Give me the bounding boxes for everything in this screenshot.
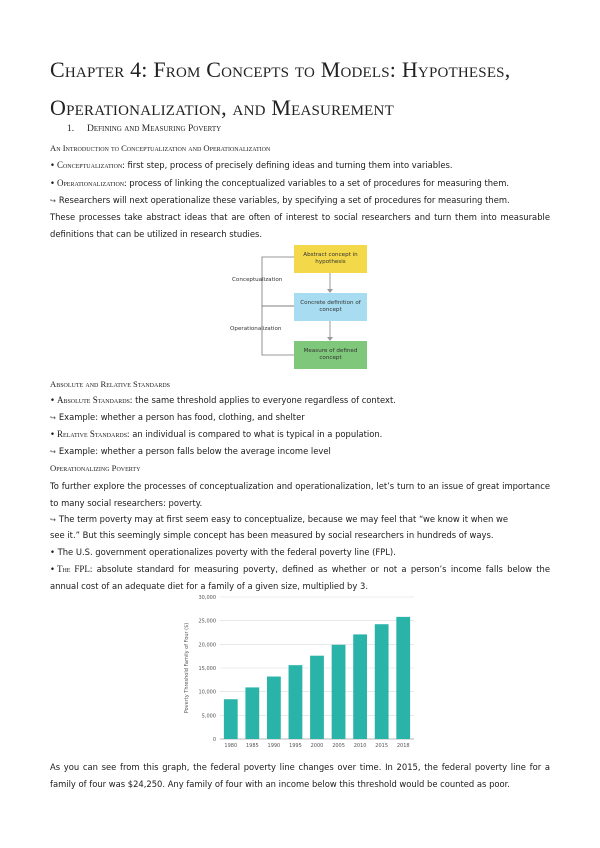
section-title: Defining and Measuring Poverty — [87, 124, 222, 134]
section-number: 1. — [67, 124, 75, 134]
x-tick-label: 2010 — [353, 743, 367, 749]
intro-paragraph: These processes take abstract ideas that are often of interest to social researchers and turn them into measurable definitions that can be utilized in research studies. — [50, 212, 550, 239]
x-tick-label: 1985 — [245, 743, 259, 749]
operationalization-label: Operationalization — [230, 326, 282, 332]
relative-standards-line: • Relative Standards: an individual is compared to what is typical in a population. — [50, 429, 383, 439]
arrow-icon: ↪ — [50, 197, 56, 205]
bar — [396, 617, 410, 739]
operationalization-term: Operationalization: — [56, 178, 127, 188]
x-tick-label: 1990 — [267, 743, 281, 749]
researchers-line: ↪ Researchers will next operationalize these variables, by specifying a set of procedures for measuring them. — [50, 195, 510, 205]
standards-heading: Absolute and Relative Standards — [50, 379, 171, 389]
concrete-definition-box: Concrete definition of concept — [294, 293, 367, 321]
poverty-concept-line: ↪ The term poverty may at first seem easy to conceptualize, because we may feel that “we know it when we — [50, 514, 508, 524]
operationalization-line: • Operationalization: process of linking the conceptualized variables to a set of procedures for measuring them. — [50, 178, 510, 188]
conceptualization-term: Conceptualization: — [56, 160, 125, 170]
fpl-definition: • The FPL: absolute standard for measuring poverty, defined as whether or not a person’s income falls below the annual cost of an adequate diet for a family of a given size, multiplied by 3. — [50, 564, 550, 591]
relative-term: Relative Standards: — [56, 429, 130, 439]
chapter-title: Chapter 4: From Concepts to Models: Hypotheses, Operationalization, and Measurement — [50, 57, 511, 120]
poverty-heading: Operationalizing Poverty — [50, 463, 141, 473]
conceptualization-label: Conceptualization — [232, 277, 283, 283]
y-tick-label: 30,000 — [198, 595, 216, 601]
bar — [310, 656, 324, 739]
x-tick-label: 2000 — [310, 743, 324, 749]
y-tick-label: 20,000 — [198, 642, 216, 649]
conclusion-paragraph: As you can see from this graph, the federal poverty line changes over time. In 2015, the federal poverty line for a family of four was $24,250. Any family of four with an income below this threshold would be counted as poor. — [50, 762, 550, 789]
conceptualization-line: • Conceptualization: first step, process of precisely defining ideas and turning them into variables. — [50, 160, 453, 170]
y-tick-label: 10,000 — [198, 689, 216, 696]
arrow-icon: ↪ — [50, 448, 56, 456]
x-tick-label: 1980 — [224, 743, 238, 749]
x-tick-label: 2018 — [396, 743, 410, 749]
bar — [353, 634, 367, 739]
y-tick-label: 25,000 — [198, 618, 216, 625]
x-tick-label: 2015 — [375, 743, 389, 749]
y-axis-label: Poverty Threshold Family of Four ($) — [184, 622, 190, 714]
y-tick-label: 5,000 — [201, 713, 216, 720]
relative-example-line: ↪ Example: whether a person falls below the average income level — [50, 446, 331, 456]
bar — [375, 624, 389, 739]
fpl-line: • The U.S. government operationalizes poverty with the federal poverty line (FPL). — [50, 547, 396, 557]
x-tick-label: 2005 — [332, 743, 345, 749]
poverty-concept-line-2: see it.” But this seemingly simple concept has been measured by social researchers in hundreds of ways. — [50, 530, 494, 540]
absolute-example-line: ↪ Example: whether a person has food, clothing, and shelter — [50, 412, 305, 422]
y-tick-label: 15,000 — [198, 666, 216, 672]
absolute-standards-line: • Absolute Standards: the same threshold applies to everyone regardless of context. — [50, 395, 396, 405]
bar — [267, 677, 281, 739]
intro-heading: An Introduction to Conceptualization and Operationalization — [50, 143, 271, 153]
bar — [289, 665, 303, 739]
y-tick-label: 0 — [212, 737, 216, 743]
x-tick-label: 1995 — [289, 743, 302, 749]
arrow-icon: ↪ — [50, 516, 56, 524]
arrow-icon: ↪ — [50, 414, 56, 422]
abstract-concept-box: Abstract concept in hypothesis — [294, 245, 367, 273]
poverty-line-chart — [168, 589, 428, 754]
poverty-paragraph: To further explore the processes of conceptualization and operationalization, let’s turn to an issue of great importance to many social researchers: poverty. — [50, 481, 550, 508]
bar — [224, 699, 238, 739]
absolute-term: Absolute Standards: — [56, 395, 133, 405]
bar — [245, 687, 259, 739]
section-heading — [67, 124, 221, 134]
concept-diagram — [228, 243, 388, 371]
measure-box: Measure of defined concept — [294, 341, 367, 369]
fpl-term: The FPL: — [56, 564, 93, 574]
chart-svg — [168, 589, 428, 754]
bar — [332, 645, 346, 739]
